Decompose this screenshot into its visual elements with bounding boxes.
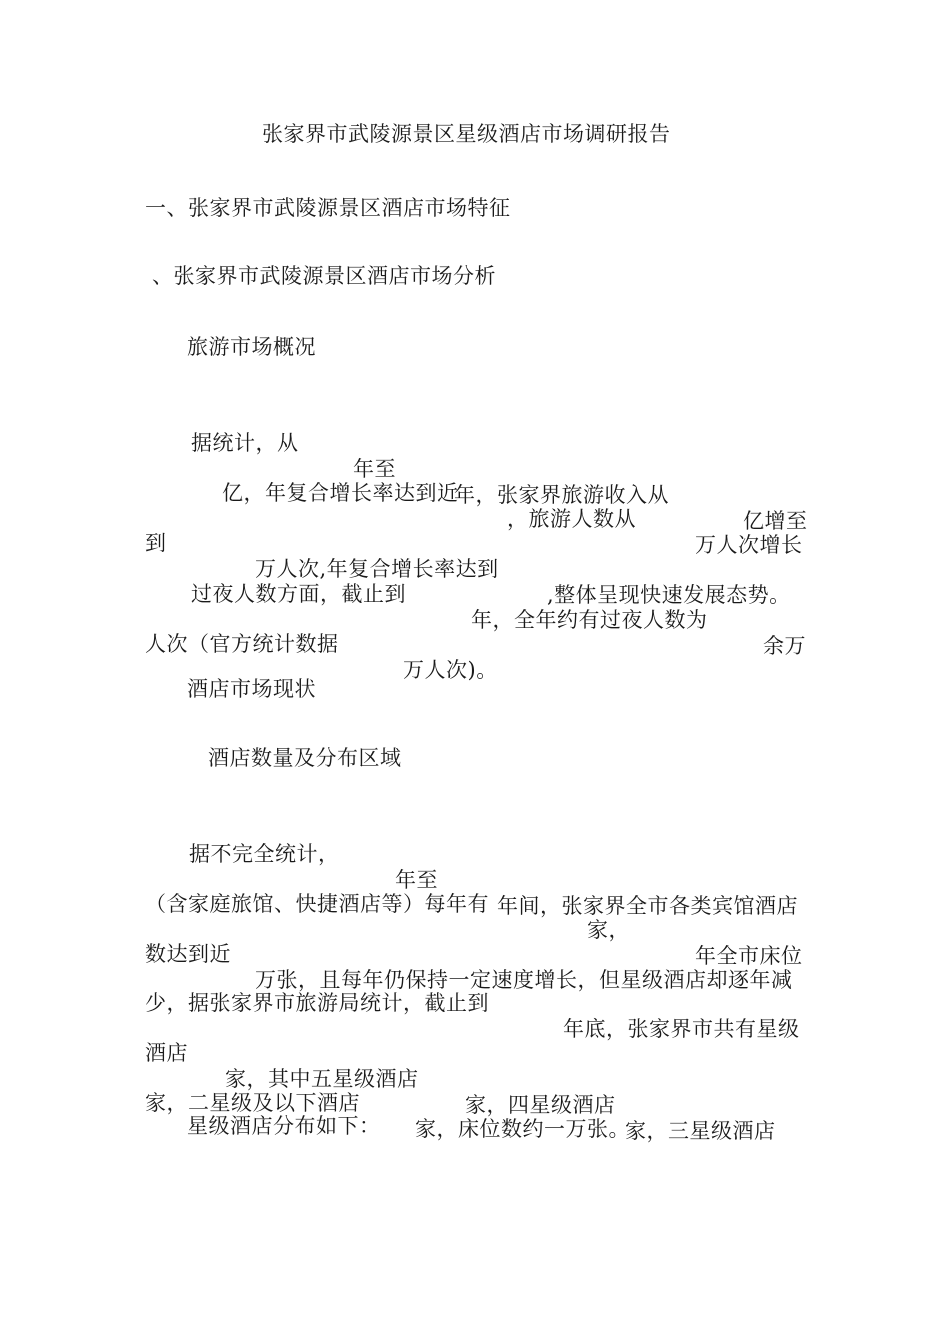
text-segment: 据不完全统计， bbox=[189, 842, 340, 866]
text-segment: 家，三星级酒店 bbox=[625, 1119, 776, 1143]
text-segment: 亿，年复合增长率达到近 bbox=[222, 481, 459, 505]
text-segment: 万人次,年复合增长率达到 bbox=[255, 557, 499, 581]
text-segment: （含家庭旅馆、快捷酒店等）每年有 bbox=[145, 892, 489, 916]
text-segment: 年全市床位 bbox=[695, 944, 803, 968]
text-segment: 亿增至 bbox=[743, 509, 808, 533]
text-segment: 年间，张家界全市各类宾馆酒店 bbox=[497, 894, 798, 918]
text-segment: 人次（官方统计数据 bbox=[145, 632, 339, 656]
text-segment: 万张，且每年仍保持一定速度增长，但星级酒店却逐年减 bbox=[255, 968, 793, 992]
text-segment: 余万 bbox=[763, 634, 806, 658]
text-segment: 酒店 bbox=[145, 1041, 188, 1065]
text-segment: 年至 bbox=[395, 868, 438, 892]
text-segment: 年至 bbox=[353, 457, 396, 481]
text-segment: 年，全年约有过夜人数为 bbox=[471, 608, 708, 632]
text-segment: 少，据张家界市旅游局统计，截止到 bbox=[145, 991, 489, 1015]
text-segment: 年，张家界旅游收入从 bbox=[454, 483, 669, 507]
text-segment: ，旅游人数从 bbox=[507, 507, 636, 531]
text-segment: 据统计，从 bbox=[191, 431, 299, 455]
text-segment: 年底，张家界市共有星级 bbox=[563, 1017, 800, 1041]
text-segment: 家， bbox=[587, 918, 630, 942]
text-segment: 家，四星级酒店 bbox=[465, 1093, 616, 1117]
section-heading-1: 一、张家界市武陵源景区酒店市场特征 bbox=[145, 196, 511, 220]
text-segment: 过夜人数方面，截止到 bbox=[191, 582, 406, 606]
subsection-heading-tourism: 旅游市场概况 bbox=[187, 335, 316, 359]
text-segment: 万人次增长 bbox=[695, 533, 803, 557]
text-segment: 数达到近 bbox=[145, 942, 231, 966]
text-segment: 万人次)。 bbox=[403, 658, 498, 682]
text-segment: 到 bbox=[145, 531, 167, 555]
text-segment: 家，其中五星级酒店 bbox=[225, 1067, 419, 1091]
section-heading-2: 、张家界市武陵源景区酒店市场分析 bbox=[152, 264, 496, 288]
subsubsection-heading-hotel-count: 酒店数量及分布区域 bbox=[208, 746, 402, 770]
text-segment: 家，二星级及以下酒店 bbox=[145, 1091, 360, 1115]
document-title: 张家界市武陵源景区星级酒店市场调研报告 bbox=[262, 122, 671, 146]
text-segment: ,整体呈现快速发展态势。 bbox=[547, 583, 791, 607]
subsection-heading-hotel: 酒店市场现状 bbox=[187, 677, 316, 701]
text-segment: 家，床位数约一万张。 bbox=[415, 1117, 630, 1141]
distribution-intro: 星级酒店分布如下： bbox=[187, 1114, 381, 1138]
